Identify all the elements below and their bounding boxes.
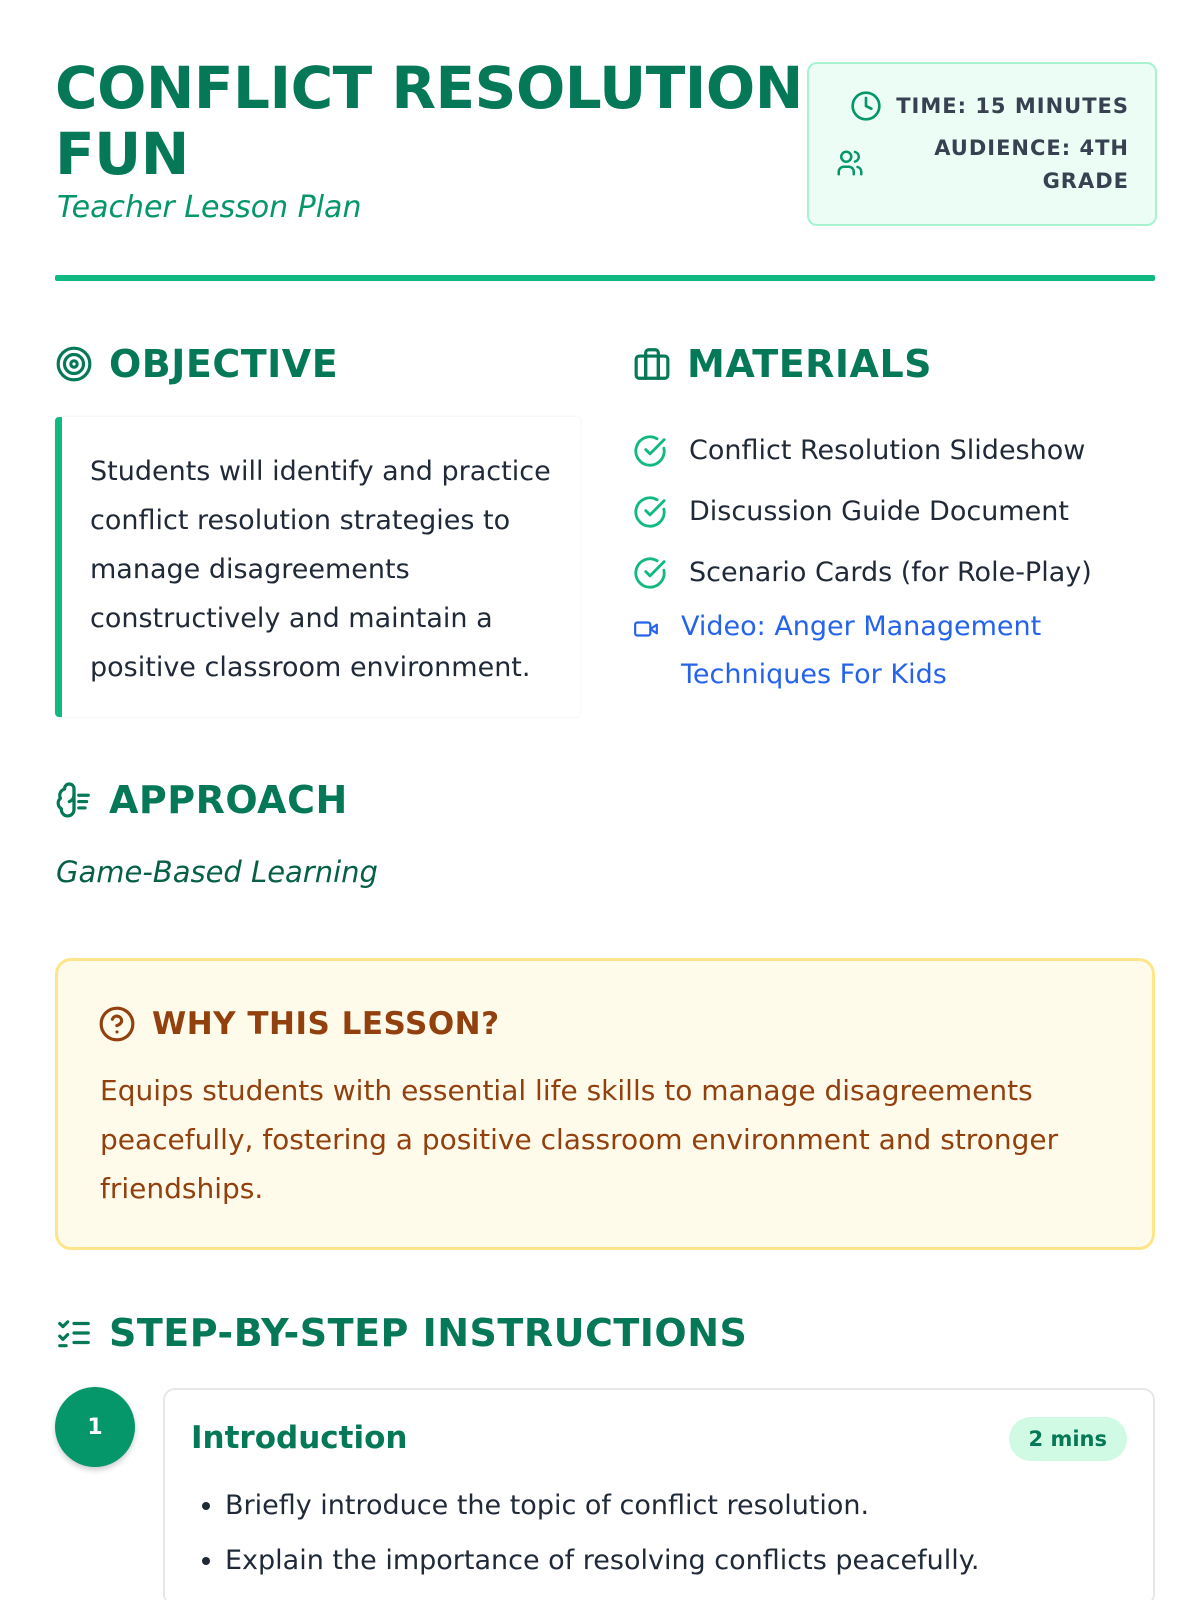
page-title: CONFLICT RESOLUTION FUN (55, 54, 803, 188)
why-heading (98, 1005, 500, 1043)
objective-heading (55, 342, 338, 386)
video-link-item[interactable] (633, 603, 1153, 699)
video-link[interactable]: Video: Anger Management Techniques For Kids (681, 611, 1042, 690)
check-circle-icon (633, 556, 667, 590)
users-icon (835, 148, 865, 178)
material-item-label: Scenario Cards (for Role-Play) (689, 557, 1092, 588)
steps-heading-label: STEP-BY-STEP INSTRUCTIONS (109, 1311, 748, 1355)
approach-heading-label: APPROACH (109, 778, 348, 822)
approach-heading (55, 778, 348, 822)
steps-heading (55, 1311, 747, 1355)
clock-icon (850, 90, 882, 122)
why-text: Equips students with essential life skills to manage disagreements peacefully, fostering a positive classroom environment and stronger friendships. (100, 1074, 1059, 1205)
lesson-meta-box (807, 62, 1157, 226)
lesson-header (55, 55, 1155, 285)
why-callout (55, 958, 1155, 1250)
material-item (633, 481, 1153, 542)
check-circle-icon (633, 434, 667, 468)
step-bullets (225, 1478, 1125, 1588)
brain-icon (55, 781, 93, 819)
list-checks-icon (55, 1314, 93, 1352)
time-info (850, 90, 1129, 122)
material-item (633, 542, 1153, 603)
list-item: • Briefly introduce the topic of conflict resolution. (225, 1478, 1125, 1533)
objective-heading-label: OBJECTIVE (109, 342, 339, 386)
briefcase-icon (633, 345, 671, 383)
materials-heading (633, 342, 932, 386)
question-circle-icon (98, 1005, 136, 1043)
list-item: • Explain the importance of resolving conflicts peacefully. (225, 1533, 1125, 1588)
material-item-label: Discussion Guide Document (689, 496, 1069, 527)
why-heading-label: WHY THIS LESSON? (152, 1006, 500, 1042)
header-divider (55, 275, 1155, 281)
material-item (633, 420, 1153, 481)
audience-label: AUDIENCE: 4TH GRADE (934, 136, 1129, 193)
time-label: TIME: 15 MINUTES (896, 94, 1129, 118)
video-icon (633, 616, 659, 642)
materials-heading-label: MATERIALS (687, 342, 933, 386)
step-card (163, 1388, 1155, 1600)
material-item-label: Conflict Resolution Slideshow (689, 435, 1086, 466)
objective-text: Students will identify and practice conflict resolution strategies to manage disagreements constructively and maintain a positive classroom environment. (90, 456, 551, 683)
step-number-badge: 1 (55, 1387, 135, 1467)
target-icon (55, 345, 93, 383)
approach-text: Game-Based Learning (56, 855, 378, 889)
materials-list (633, 420, 1153, 699)
step-title: Introduction (191, 1420, 408, 1456)
page-subtitle: Teacher Lesson Plan (57, 190, 362, 225)
step-duration-badge: 2 mins (1009, 1417, 1127, 1461)
objective-card (55, 417, 580, 717)
check-circle-icon (633, 495, 667, 529)
